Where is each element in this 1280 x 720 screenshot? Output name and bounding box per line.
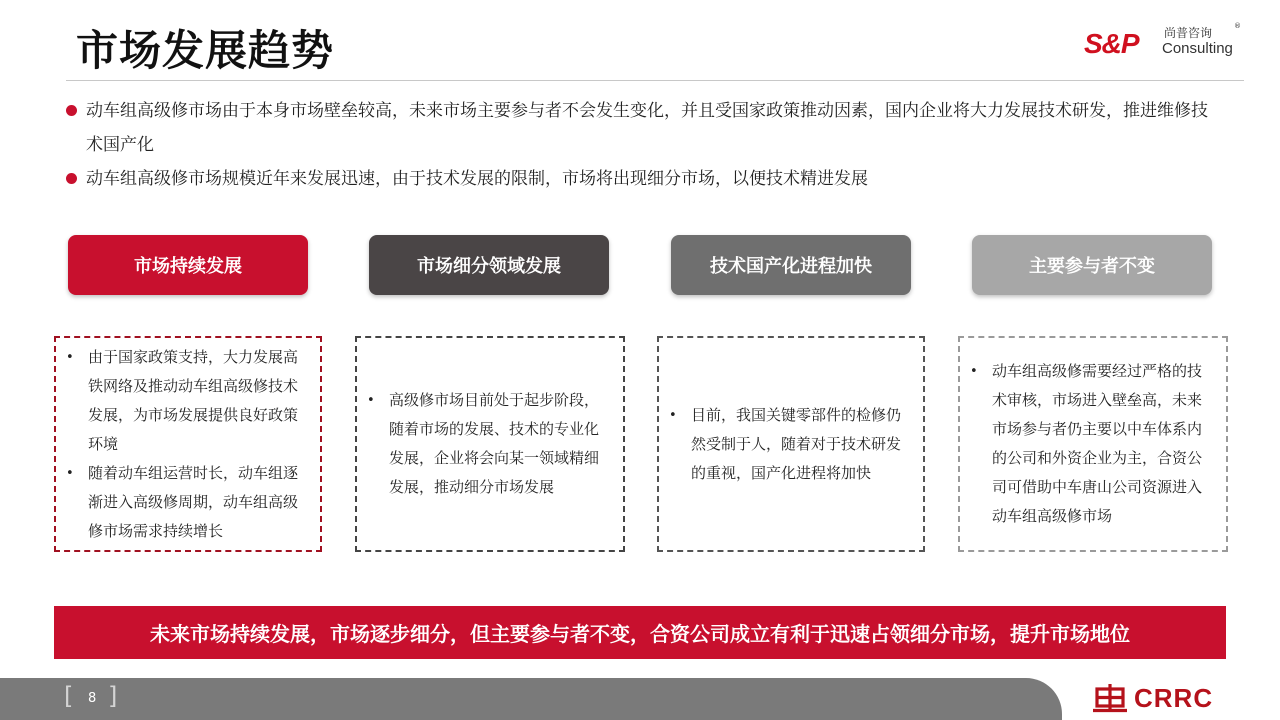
card-point-list: [659, 401, 923, 488]
card-point: [66, 343, 310, 459]
crrc-emblem-icon: [1092, 682, 1128, 714]
card-point-text: 随着动车组运营时长，动车组逐渐进入高级修周期，动车组高级修市场需求持续增长: [88, 463, 299, 540]
brand-chinese-name: 尚普咨询: [1164, 26, 1213, 40]
bullet-dot-icon: [66, 105, 77, 116]
card-point-text: 动车组高级修需要经过严格的技术审核，市场进入壁垒高，未来市场参与者仍主要以中车体系内的公司和外资企业为主，合资公司可借助中车唐山公司资源进入动车组高级修市场: [992, 362, 1203, 525]
crrc-wordmark: CRRC: [1134, 683, 1214, 713]
brand-english-name: Consulting: [1162, 40, 1233, 57]
bullet-dot-icon: [66, 173, 77, 184]
bullet-dot-icon: •: [669, 407, 677, 423]
card-point: [66, 459, 310, 546]
page-number-indicator: [64, 682, 120, 712]
card-point-list: [357, 386, 623, 502]
summary-bullet: [66, 162, 1216, 196]
column-card-segmentation: [355, 336, 625, 552]
card-point-text: 高级修市场目前处于起步阶段，随着市场的发展、技术的专业化发展，企业将会向某一领域精细发展，推动细分市场发展: [389, 391, 600, 496]
bullet-dot-icon: •: [970, 364, 978, 379]
page-bracket-right: ]: [108, 682, 118, 710]
card-point-list: [56, 343, 320, 546]
card-point-list: [960, 357, 1226, 531]
card-point-text: 目前，我国关键零部件的检修仍然受制于人，随着对于技术研发的重视，国产化进程将加快: [691, 405, 902, 482]
bullet-dot-icon: •: [66, 349, 74, 365]
conclusion-banner: [54, 606, 1226, 659]
sp-consulting-logo: [1084, 24, 1244, 64]
title-divider: [66, 80, 1244, 81]
bullet-dot-icon: •: [367, 393, 375, 408]
crrc-logo: [1092, 680, 1242, 716]
summary-bullet-text: 动车组高级修市场规模近年来发展迅速，由于技术发展的限制，市场将出现细分市场，以便技术精进发展: [86, 169, 868, 189]
summary-bullet-text: 动车组高级修市场由于本身市场壁垒较高，未来市场主要参与者不会发生变化，并且受国家政策推动因素，国内企业将大力发展技术研发，推进维修技术国产化: [86, 101, 1208, 155]
bullet-dot-icon: •: [66, 465, 74, 481]
column-card-sustained-growth: [54, 336, 322, 552]
column-heading-segmentation: [369, 235, 609, 295]
column-heading-label: 市场持续发展: [134, 256, 242, 277]
card-point: [669, 401, 913, 488]
column-heading-label: 市场细分领域发展: [417, 256, 561, 277]
brand-registered-mark: ®: [1234, 22, 1241, 30]
column-heading-main-players: [972, 235, 1212, 295]
card-point: [367, 386, 613, 502]
column-heading-label: 技术国产化进程加快: [710, 256, 872, 277]
summary-bullets: [66, 94, 1216, 196]
column-card-localization: [657, 336, 925, 552]
page-title: 市场发展趋势: [76, 26, 335, 75]
brand-mark: S&P: [1084, 28, 1139, 59]
card-point: [970, 357, 1216, 531]
card-point-text: 由于国家政策支持，大力发展高铁网络及推动动车组高级修技术发展，为市场发展提供良好政策环境: [88, 347, 299, 453]
column-card-main-players: [958, 336, 1228, 552]
column-heading-localization: [671, 235, 911, 295]
conclusion-text: 未来市场持续发展，市场逐步细分，但主要参与者不变，合资公司成立有利于迅速占领细分市场，提升市场地位: [150, 622, 1130, 646]
page-bracket-left: [: [64, 682, 74, 710]
column-heading-sustained-growth: [68, 235, 308, 295]
column-heading-label: 主要参与者不变: [1029, 256, 1155, 277]
footer-bar: [0, 678, 1062, 720]
page-number: 8: [88, 691, 97, 706]
summary-bullet: [66, 94, 1216, 162]
